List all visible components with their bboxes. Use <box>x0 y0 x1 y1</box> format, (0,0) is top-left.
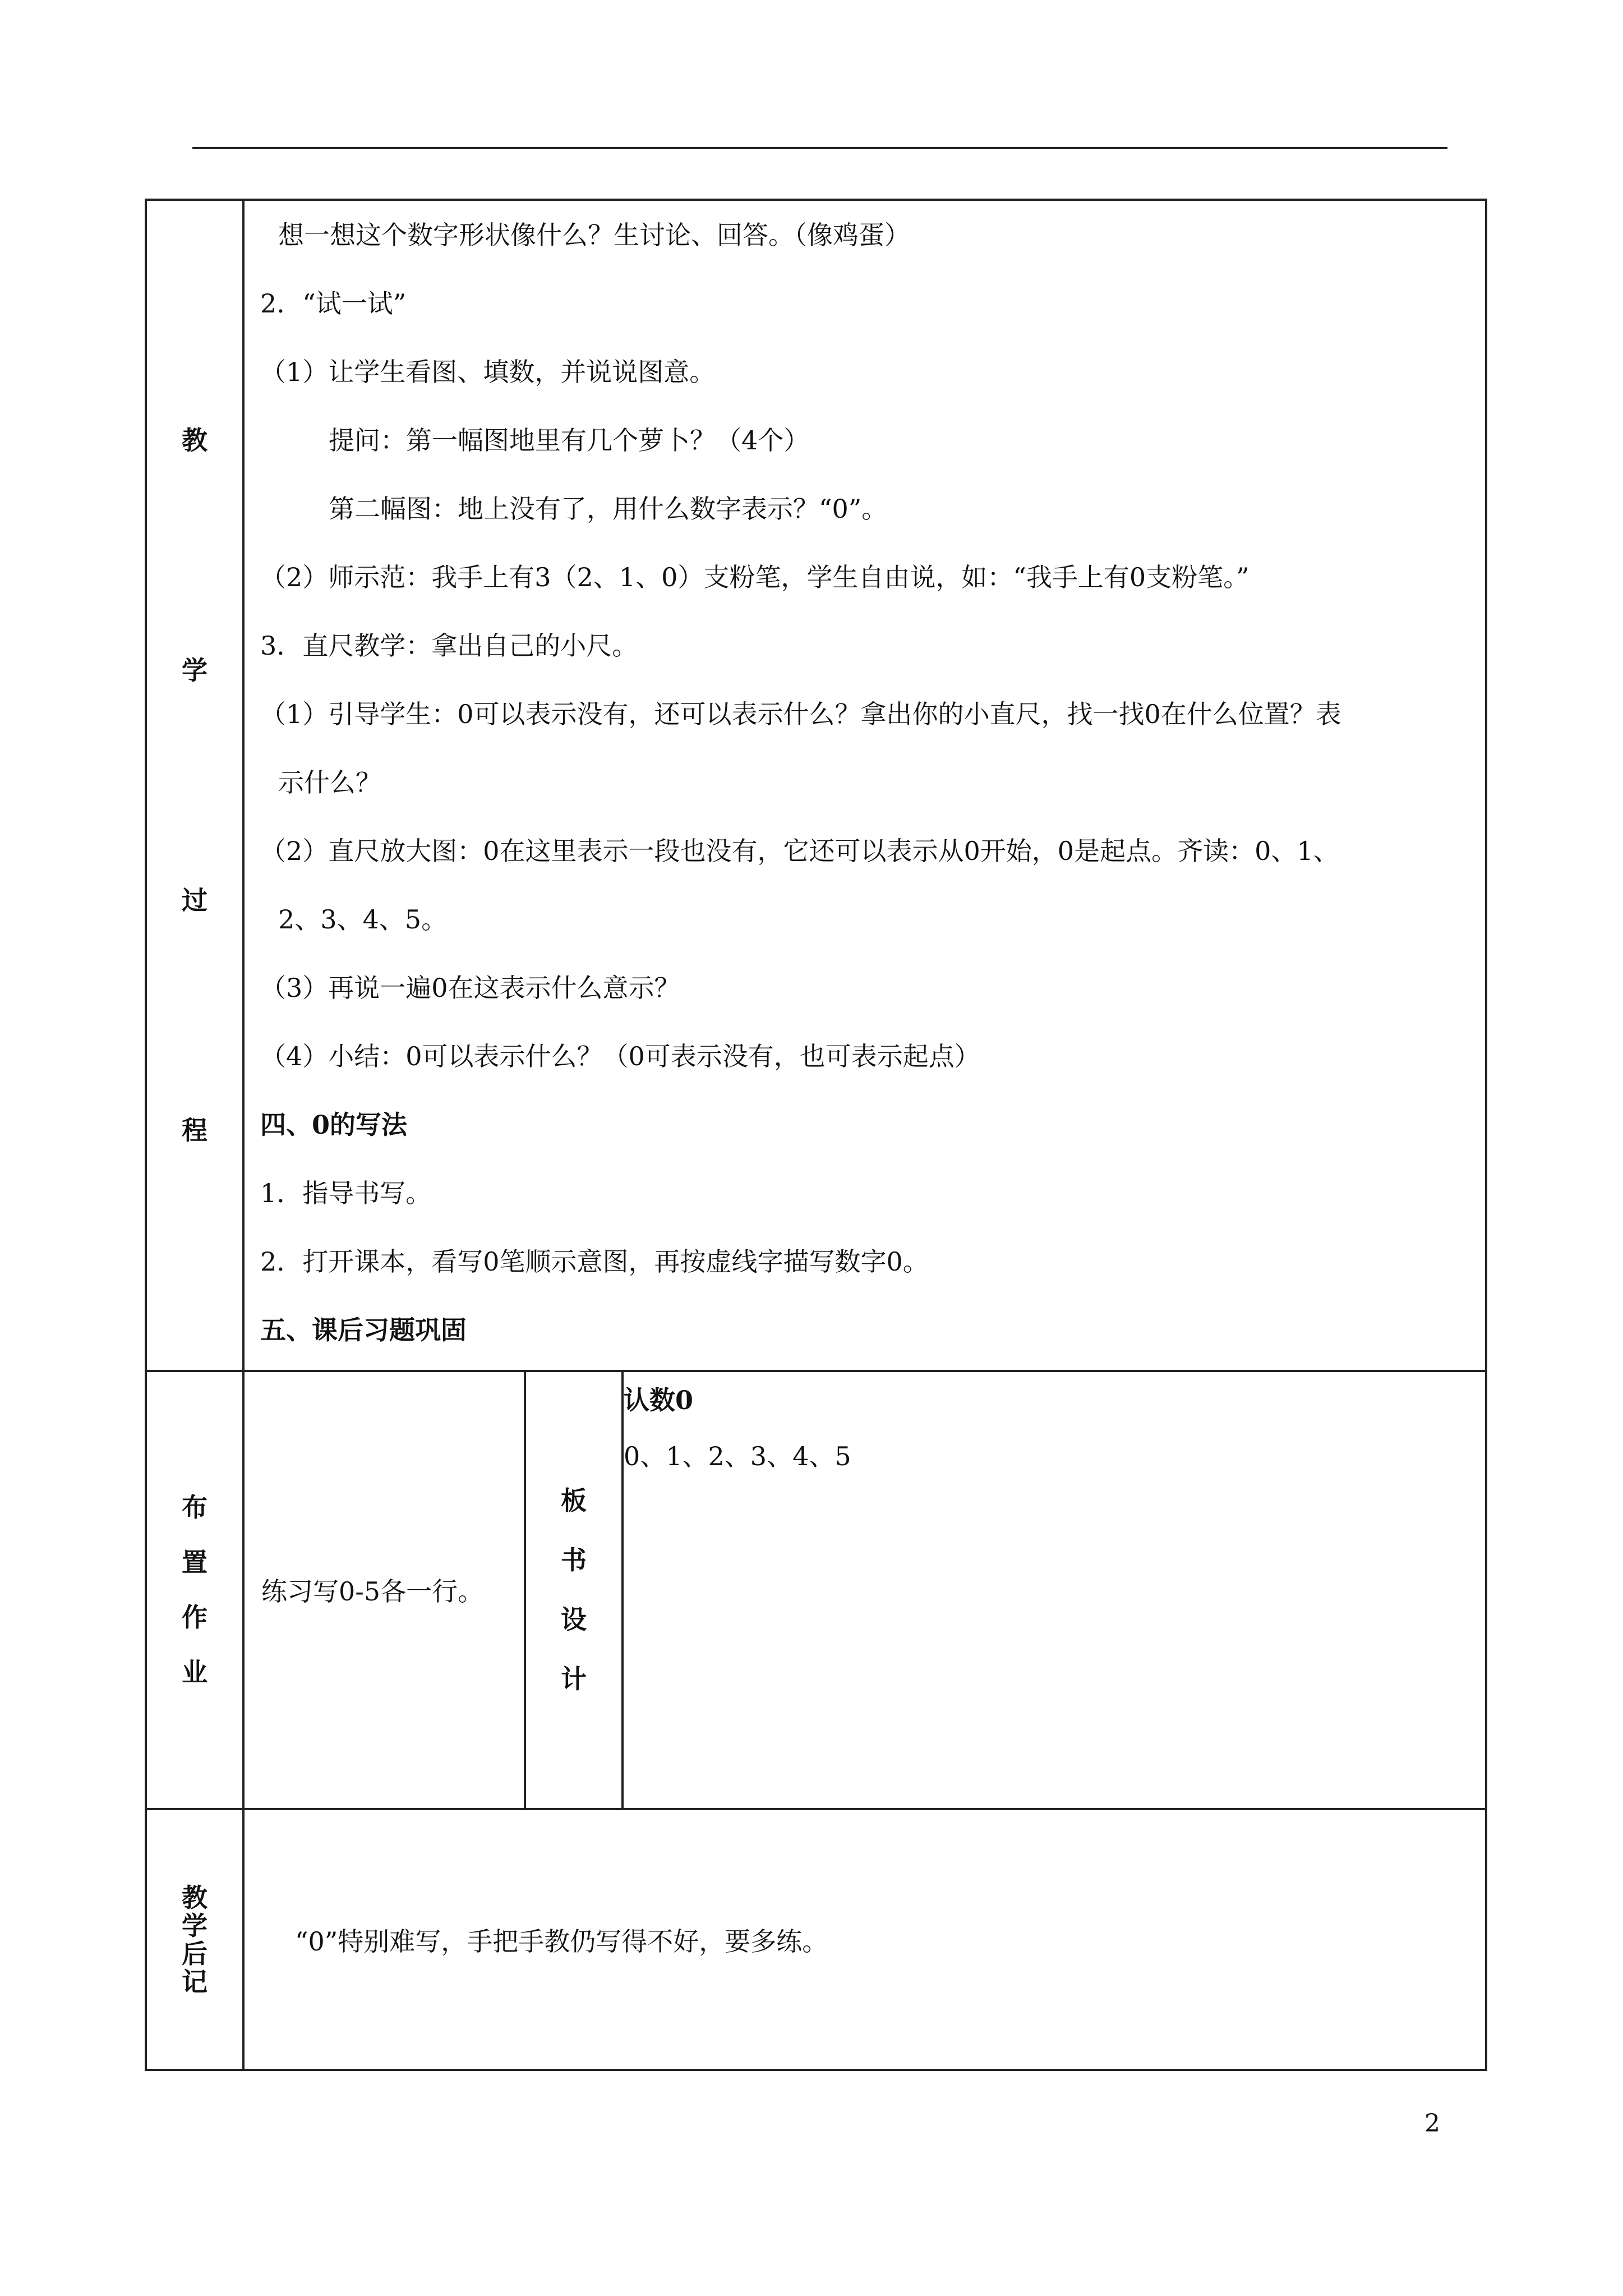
section-heading: 四、0的写法 <box>260 1110 408 1140</box>
board-label <box>526 1372 621 1808</box>
process-label-char: 学 <box>182 655 208 685</box>
homework-label-cell <box>146 1371 243 1809</box>
process-line: 2．“试一试” <box>260 288 407 319</box>
homework-label <box>147 1372 242 1808</box>
process-line: 3．直尺教学：拿出自己的小尺。 <box>260 631 638 661</box>
afterword-content-cell <box>243 1809 1486 2070</box>
afterword-label-char: 学 <box>182 1910 208 1941</box>
header-rule <box>192 147 1447 149</box>
board-label-cell <box>525 1371 623 1809</box>
afterword-text: “0”特别难写，手把手教仍写得不好，要多练。 <box>295 1926 828 1957</box>
board-label-char: 计 <box>561 1664 587 1695</box>
afterword-row <box>146 1809 1486 2070</box>
process-line: （1）引导学生：0可以表示没有，还可以表示什么？拿出你的小直尺，找一找0在什么位置？表 <box>260 699 1341 729</box>
process-label-char: 过 <box>182 885 208 915</box>
process-line: （1）让学生看图、填数，并说说图意。 <box>260 357 716 387</box>
lesson-plan-table <box>145 199 1487 2071</box>
process-label <box>147 201 242 1370</box>
homework-label-char: 置 <box>182 1547 208 1578</box>
afterword-label-cell <box>146 1809 243 2070</box>
homework-label-char: 作 <box>182 1602 208 1633</box>
homework-label-char: 布 <box>182 1492 208 1523</box>
board-label-char: 设 <box>561 1604 587 1635</box>
afterword-label-char: 记 <box>182 1966 208 1997</box>
process-row <box>146 200 1486 1371</box>
board-label-char: 书 <box>561 1545 587 1576</box>
afterword-label-char: 后 <box>182 1938 208 1969</box>
afterword-label-char: 教 <box>182 1882 208 1913</box>
process-line: 想一想这个数字形状像什么？生讨论、回答。（像鸡蛋） <box>278 220 910 250</box>
process-line: （2）直尺放大图：0在这里表示一段也没有，它还可以表示从0开始，0是起点。齐读：0、1、 <box>260 836 1339 866</box>
process-line: 示什么？ <box>278 767 381 798</box>
process-content <box>243 200 1486 1371</box>
process-label-char: 教 <box>182 425 208 455</box>
homework-label-char: 业 <box>182 1657 208 1688</box>
process-label-char: 程 <box>182 1115 208 1145</box>
process-line: 提问：第一幅图地里有几个萝卜？（4个） <box>329 425 810 455</box>
process-line: （3）再说一遍0在这表示什么意示？ <box>260 973 680 1003</box>
page-number: 2 <box>1424 2109 1440 2138</box>
afterword-label <box>147 1810 242 2069</box>
process-line: （2）师示范：我手上有3（2、1、0）支粉笔，学生自由说，如：“我手上有0支粉笔。” <box>260 562 1249 592</box>
board-label-char: 板 <box>561 1485 587 1516</box>
board-sequence: 0、1、2、3、4、5 <box>624 1441 851 1471</box>
homework-text: 练习写0-5各一行。 <box>261 1576 484 1607</box>
board-title: 认数0 <box>624 1384 694 1415</box>
process-line: 第二幅图：地上没有了，用什么数字表示？“0”。 <box>329 494 888 524</box>
process-label-cell <box>146 200 243 1371</box>
process-line: 1．指导书写。 <box>260 1178 432 1208</box>
process-line: （4）小结：0可以表示什么？（0可表示没有，也可表示起点） <box>260 1041 980 1071</box>
section-heading: 五、课后习题巩固 <box>260 1315 467 1345</box>
homework-row <box>146 1371 1486 1809</box>
homework-content-cell <box>243 1371 525 1809</box>
board-content-cell <box>623 1371 1486 1809</box>
process-line: 2、3、4、5。 <box>278 904 448 935</box>
process-line: 2．打开课本，看写0笔顺示意图，再按虚线字描写数字0。 <box>260 1246 929 1277</box>
